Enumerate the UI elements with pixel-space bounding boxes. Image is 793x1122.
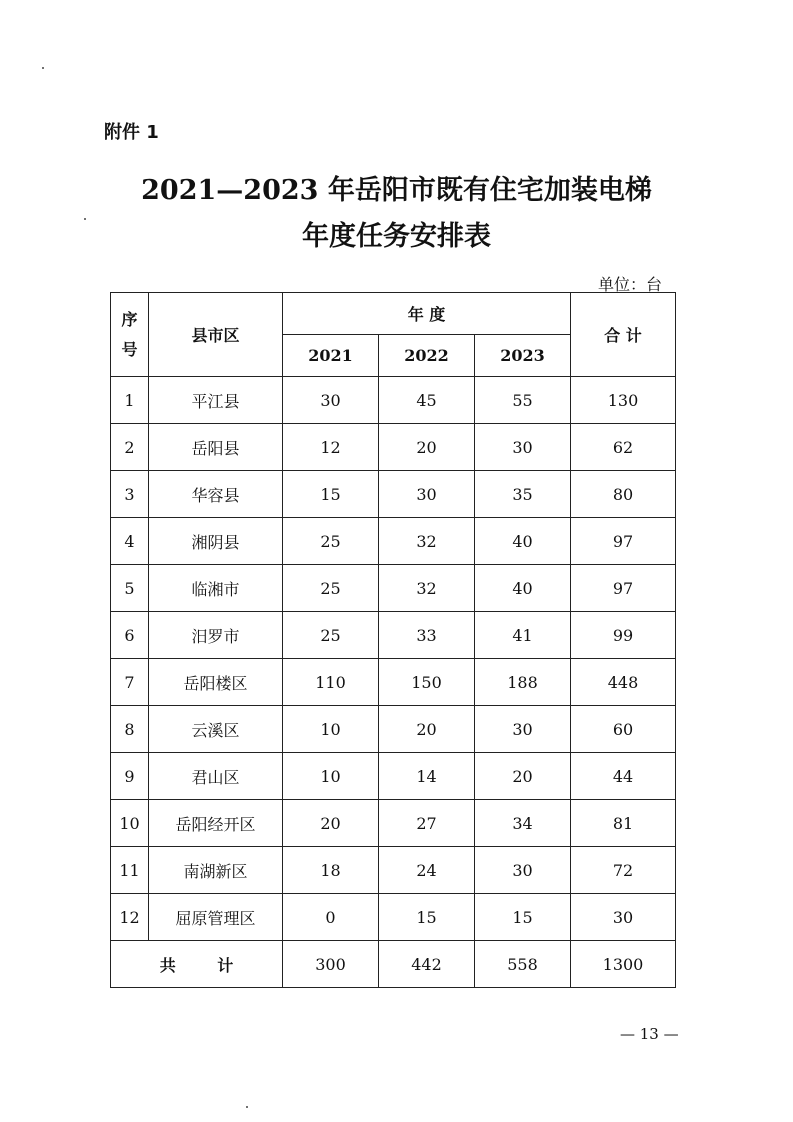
header-seq-bottom: 号 [121, 339, 138, 359]
cell-2022: 150 [379, 659, 475, 706]
header-year-2023: 2023 [475, 335, 571, 377]
table-row [111, 659, 676, 706]
table-row [111, 565, 676, 612]
cell-county: 汨罗市 [149, 612, 283, 659]
sum-row [111, 941, 676, 988]
sum-total: 1300 [571, 941, 676, 988]
sum-2022: 442 [379, 941, 475, 988]
cell-2023: 34 [475, 800, 571, 847]
header-seq [111, 293, 149, 377]
header-seq-top: 序 [121, 309, 138, 329]
cell-2021: 25 [283, 518, 379, 565]
table-row [111, 894, 676, 941]
cell-total: 97 [571, 518, 676, 565]
cell-2022: 20 [379, 706, 475, 753]
header-year-group: 年 度 [283, 293, 571, 335]
table-row [111, 847, 676, 894]
unit-label: 单位：台 [598, 275, 663, 294]
header-county: 县市区 [149, 293, 283, 377]
cell-2023: 30 [475, 706, 571, 753]
cell-2022: 30 [379, 471, 475, 518]
cell-total: 60 [571, 706, 676, 753]
table-row [111, 377, 676, 424]
cell-2023: 15 [475, 894, 571, 941]
cell-total: 62 [571, 424, 676, 471]
header-year-2021: 2021 [283, 335, 379, 377]
sum-label: 共 计 [111, 941, 283, 988]
cell-2021: 25 [283, 612, 379, 659]
cell-2022: 33 [379, 612, 475, 659]
scan-speck [42, 67, 44, 69]
cell-total: 97 [571, 565, 676, 612]
cell-2021: 110 [283, 659, 379, 706]
sum-2021: 300 [283, 941, 379, 988]
table-row [111, 471, 676, 518]
table-header [111, 293, 676, 377]
cell-seq: 9 [111, 753, 149, 800]
cell-total: 44 [571, 753, 676, 800]
header-year-2022: 2022 [379, 335, 475, 377]
cell-county: 君山区 [149, 753, 283, 800]
cell-2023: 20 [475, 753, 571, 800]
cell-county: 屈原管理区 [149, 894, 283, 941]
page-title-line1: 2021—2023 年岳阳市既有住宅加装电梯 [141, 175, 652, 206]
page-number: — 13 — [620, 1025, 679, 1043]
table-row [111, 753, 676, 800]
cell-2022: 14 [379, 753, 475, 800]
cell-2022: 45 [379, 377, 475, 424]
cell-total: 448 [571, 659, 676, 706]
cell-2022: 27 [379, 800, 475, 847]
table-row [111, 706, 676, 753]
cell-2023: 35 [475, 471, 571, 518]
cell-county: 临湘市 [149, 565, 283, 612]
scan-speck [246, 1106, 248, 1108]
cell-seq: 12 [111, 894, 149, 941]
cell-2023: 188 [475, 659, 571, 706]
page-title-line2: 年度任务安排表 [302, 221, 491, 252]
cell-total: 130 [571, 377, 676, 424]
cell-county: 平江县 [149, 377, 283, 424]
cell-2021: 12 [283, 424, 379, 471]
cell-county: 岳阳楼区 [149, 659, 283, 706]
cell-seq: 1 [111, 377, 149, 424]
cell-county: 南湖新区 [149, 847, 283, 894]
cell-2021: 10 [283, 706, 379, 753]
cell-seq: 3 [111, 471, 149, 518]
cell-2021: 30 [283, 377, 379, 424]
cell-2023: 30 [475, 847, 571, 894]
cell-seq: 8 [111, 706, 149, 753]
cell-county: 湘阴县 [149, 518, 283, 565]
table-row [111, 612, 676, 659]
cell-seq: 6 [111, 612, 149, 659]
cell-seq: 5 [111, 565, 149, 612]
cell-total: 72 [571, 847, 676, 894]
cell-2023: 41 [475, 612, 571, 659]
cell-2021: 20 [283, 800, 379, 847]
cell-county: 华容县 [149, 471, 283, 518]
cell-seq: 10 [111, 800, 149, 847]
cell-seq: 11 [111, 847, 149, 894]
cell-2022: 20 [379, 424, 475, 471]
cell-2022: 15 [379, 894, 475, 941]
cell-seq: 4 [111, 518, 149, 565]
table-row [111, 424, 676, 471]
cell-total: 81 [571, 800, 676, 847]
cell-2022: 32 [379, 518, 475, 565]
scan-speck [84, 218, 86, 220]
cell-total: 99 [571, 612, 676, 659]
table-row [111, 800, 676, 847]
cell-2021: 0 [283, 894, 379, 941]
cell-2023: 40 [475, 518, 571, 565]
header-total: 合 计 [571, 293, 676, 377]
cell-2021: 25 [283, 565, 379, 612]
cell-total: 80 [571, 471, 676, 518]
cell-2022: 32 [379, 565, 475, 612]
cell-county: 云溪区 [149, 706, 283, 753]
cell-2022: 24 [379, 847, 475, 894]
cell-2023: 30 [475, 424, 571, 471]
table-row [111, 518, 676, 565]
cell-seq: 7 [111, 659, 149, 706]
attachment-label: 附件 1 [104, 122, 159, 143]
cell-seq: 2 [111, 424, 149, 471]
sum-2023: 558 [475, 941, 571, 988]
cell-county: 岳阳县 [149, 424, 283, 471]
cell-2023: 55 [475, 377, 571, 424]
cell-county: 岳阳经开区 [149, 800, 283, 847]
cell-2021: 18 [283, 847, 379, 894]
task-table [110, 292, 676, 988]
cell-2021: 15 [283, 471, 379, 518]
cell-total: 30 [571, 894, 676, 941]
cell-2023: 40 [475, 565, 571, 612]
cell-2021: 10 [283, 753, 379, 800]
